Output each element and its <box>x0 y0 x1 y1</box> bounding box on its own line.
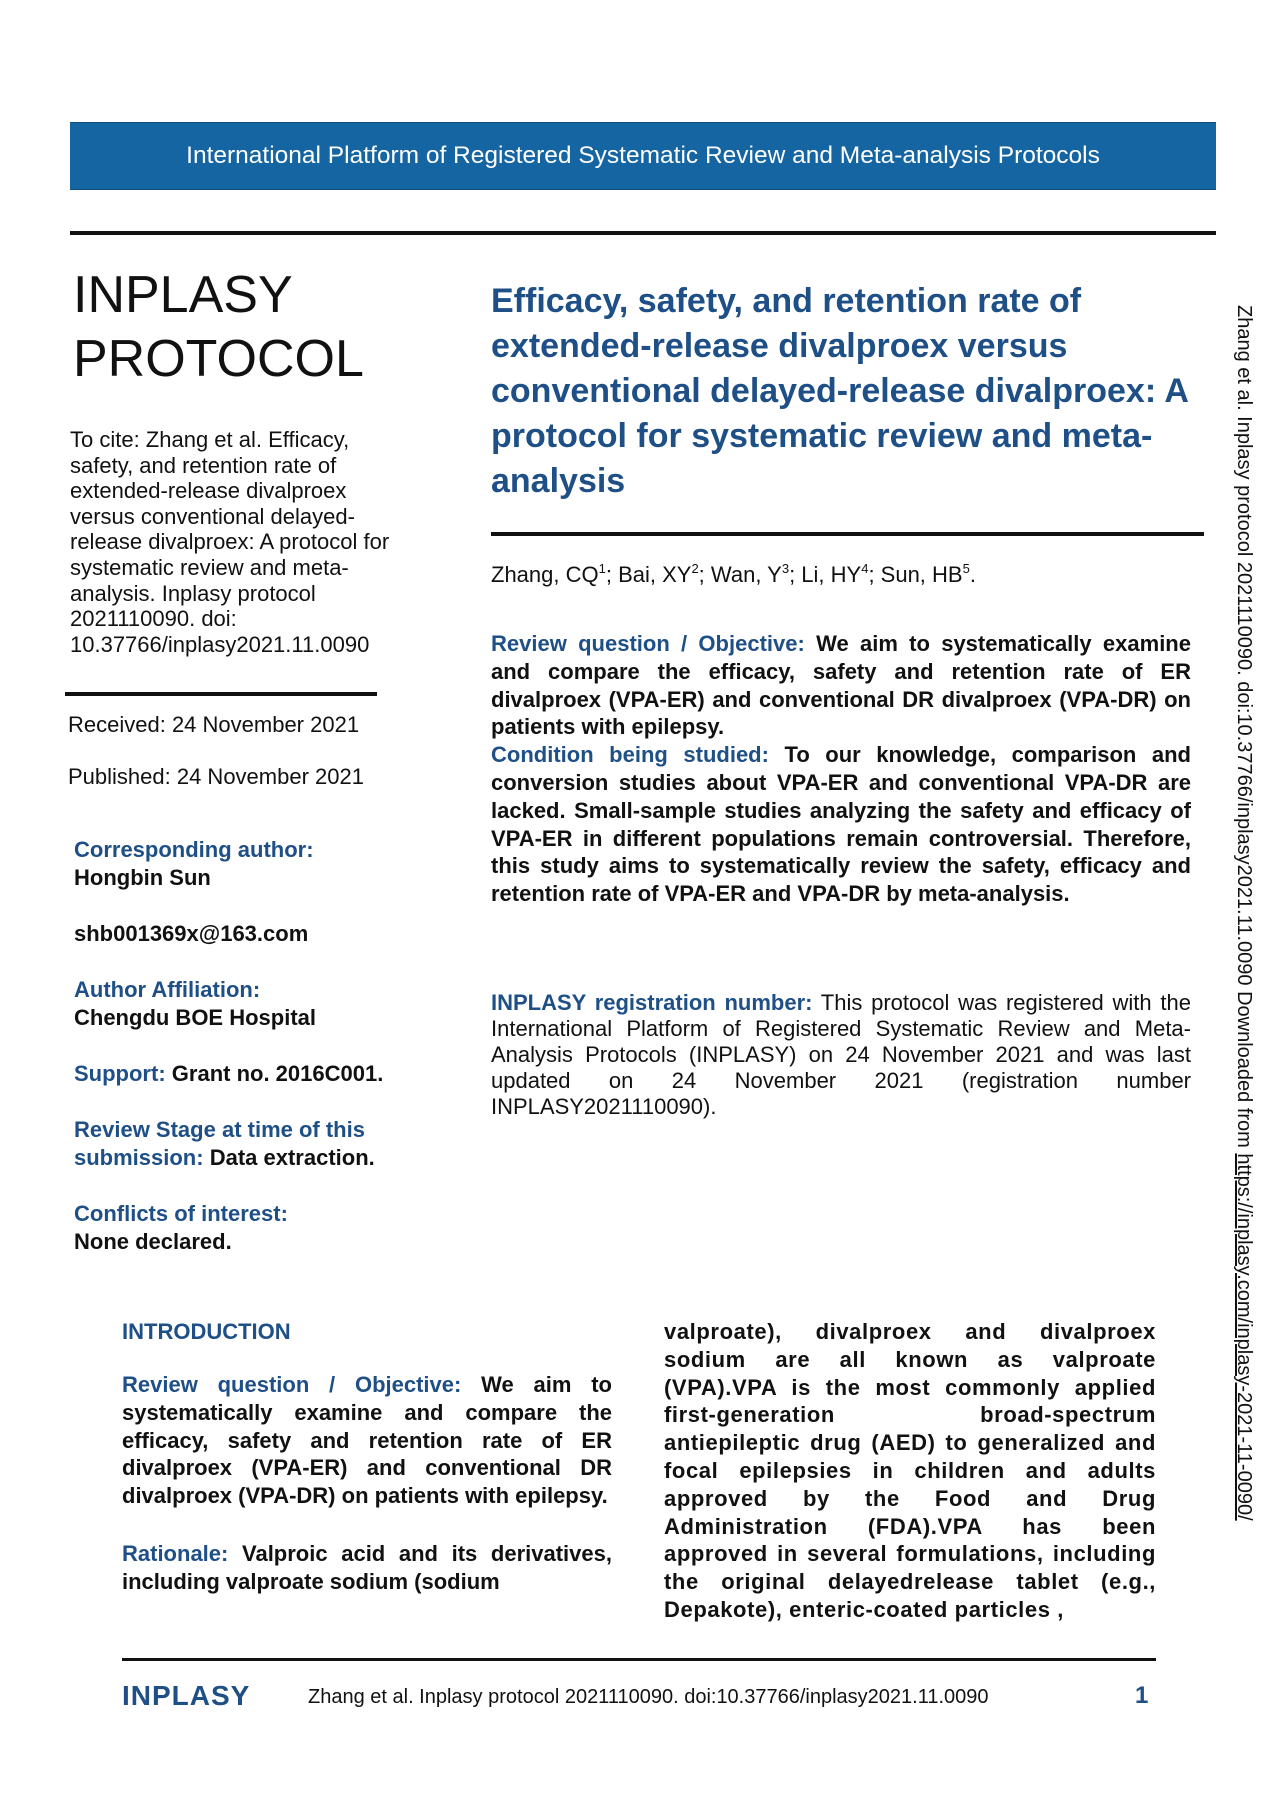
intro-rq-label: Review question / Objective: <box>122 1372 462 1397</box>
conflicts-value: None declared. <box>74 1229 232 1254</box>
footer-brand: INPLASY <box>122 1680 251 1711</box>
author-list <box>491 562 976 588</box>
review-stage-value: Data extraction. <box>209 1145 375 1170</box>
author-2-affil: 2 <box>691 561 699 576</box>
registration-block <box>491 990 1191 1120</box>
citation-text: To cite: Zhang et al. Efficacy, safety, and retention rate of extended-release divalproex versus conventional delayed-release divalproex: A protocol for systematic review and meta-analysis. Inplasy protocol 2021110090. doi: 10.37766/inplasy2021.11.0090 <box>70 427 390 657</box>
support-label: Support: <box>74 1061 166 1086</box>
page-number: 1 <box>1135 1682 1149 1709</box>
abstract-condition-text: To our knowledge, comparison and conversion studies about VPA-ER and conventional VPA-DR are lacked. Small-sample studies analyzing the safety and efficacy of VPA-ER in different populations remain controversial. Therefore, this study aims to systematically review the safety, efficacy and retention rate of VPA-ER and VPA-DR by meta-analysis. <box>491 742 1191 907</box>
author-email[interactable] <box>74 920 308 948</box>
brand-line-1: INPLASY <box>73 266 293 324</box>
author-1-affil: 1 <box>598 561 606 576</box>
abstract <box>491 630 1191 908</box>
top-divider <box>70 231 1216 235</box>
side-download-note <box>1232 305 1256 1521</box>
conflicts-label: Conflicts of interest: <box>74 1201 288 1226</box>
corresponding-author-name: Hongbin Sun <box>74 865 211 890</box>
author-1: Zhang, CQ <box>491 562 599 587</box>
registration-text: This protocol was registered with the International Platform of Registered Systematic Review and Meta-Analysis Protocols (INPLASY) on 24 November 2021 and was last updated on 24 November 2021 (registration number INPLASY2021110090). <box>491 990 1191 1119</box>
footer-divider <box>122 1658 1156 1661</box>
author-email-text[interactable]: shb001369x@163.com <box>74 921 309 946</box>
introduction-heading: INTRODUCTION <box>122 1319 291 1344</box>
author-list-end: . <box>969 562 976 587</box>
affiliation-block <box>74 976 316 1032</box>
author-4-affil: 4 <box>861 561 869 576</box>
brand-line-2: PROTOCOL <box>73 330 364 388</box>
review-stage-label: Review Stage at time of this submission: <box>74 1117 365 1170</box>
support-block <box>74 1060 383 1088</box>
brand-heading <box>73 263 413 391</box>
affiliation-value: Chengdu BOE Hospital <box>74 1005 316 1030</box>
banner-text: International Platform of Registered Systematic Review and Meta-analysis Protocols <box>186 142 1100 169</box>
registration-label: INPLASY registration number: <box>491 990 813 1015</box>
received-date: Received: 24 November 2021 <box>68 712 360 737</box>
intro-rq-text: We aim to systematically examine and compare the efficacy, safety and retention rate of ER divalproex (VPA-ER) and conventional DR divalproex (VPA-DR) on patients with epilepsy. <box>122 1372 612 1509</box>
side-note-text: Zhang et al. Inplasy protocol 2021110090. doi:10.37766/inplasy2021.11.0090 Downloaded from <box>1233 305 1255 1154</box>
abstract-condition <box>491 741 1191 908</box>
abstract-rq-text: We aim to systematically examine and compare the efficacy, safety and retention rate of ER divalproex (VPA-ER) and conventional DR divalproex (VPA-DR) on patients with epilepsy. <box>491 631 1191 740</box>
intro-rationale-label: Rationale: <box>122 1541 229 1566</box>
corresponding-author-label: Corresponding author: <box>74 837 314 862</box>
author-3: ; Wan, Y <box>698 562 782 587</box>
title-divider <box>491 532 1204 536</box>
intro-column-2: valproate), divalproex and divalproex sodium are all known as valproate (VPA).VPA is the most commonly applied first-generation broad-spectrum antiepileptic drug (AED) to generalized and focal epilepsies in children and adults approved by the Food and Drug Administration (FDA).VPA has been approved in several formulations, including the original delayedrelease tablet (e.g., Depakote), enteric-coated particles , <box>664 1319 1156 1622</box>
header-banner <box>70 122 1216 190</box>
support-value: Grant no. 2016C001. <box>171 1061 384 1086</box>
author-2: ; Bai, XY <box>605 562 692 587</box>
intro-rationale <box>122 1540 612 1596</box>
review-stage-block <box>74 1116 404 1172</box>
abstract-condition-label: Condition being studied: <box>491 742 769 768</box>
footer-citation: Zhang et al. Inplasy protocol 2021110090. doi:10.37766/inplasy2021.11.0090 <box>308 1686 989 1708</box>
abstract-review-question <box>491 630 1191 741</box>
intro-rationale-text: Valproic acid and its derivatives, including valproate sodium (sodium <box>122 1541 612 1594</box>
author-3-affil: 3 <box>781 561 790 576</box>
author-5: ; Sun, HB <box>868 562 963 587</box>
download-link[interactable]: https://inplasy.com/inplasy-2021-11-0090/ <box>1233 1153 1255 1521</box>
abstract-rq-label: Review question / Objective: <box>491 631 805 656</box>
corresponding-author-block <box>74 836 314 892</box>
author-4: ; Li, HY <box>789 562 862 587</box>
affiliation-label: Author Affiliation: <box>74 977 261 1002</box>
author-5-affil: 5 <box>962 561 970 576</box>
sidebar-divider <box>65 692 377 696</box>
published-date: Published: 24 November 2021 <box>68 764 364 789</box>
paper-title: Efficacy, safety, and retention rate of extended-release divalproex versus conventional delayed-release divalproex: A protocol for systematic review and meta-analysis <box>491 282 1188 500</box>
intro-review-question <box>122 1371 612 1510</box>
conflicts-block <box>74 1200 288 1256</box>
